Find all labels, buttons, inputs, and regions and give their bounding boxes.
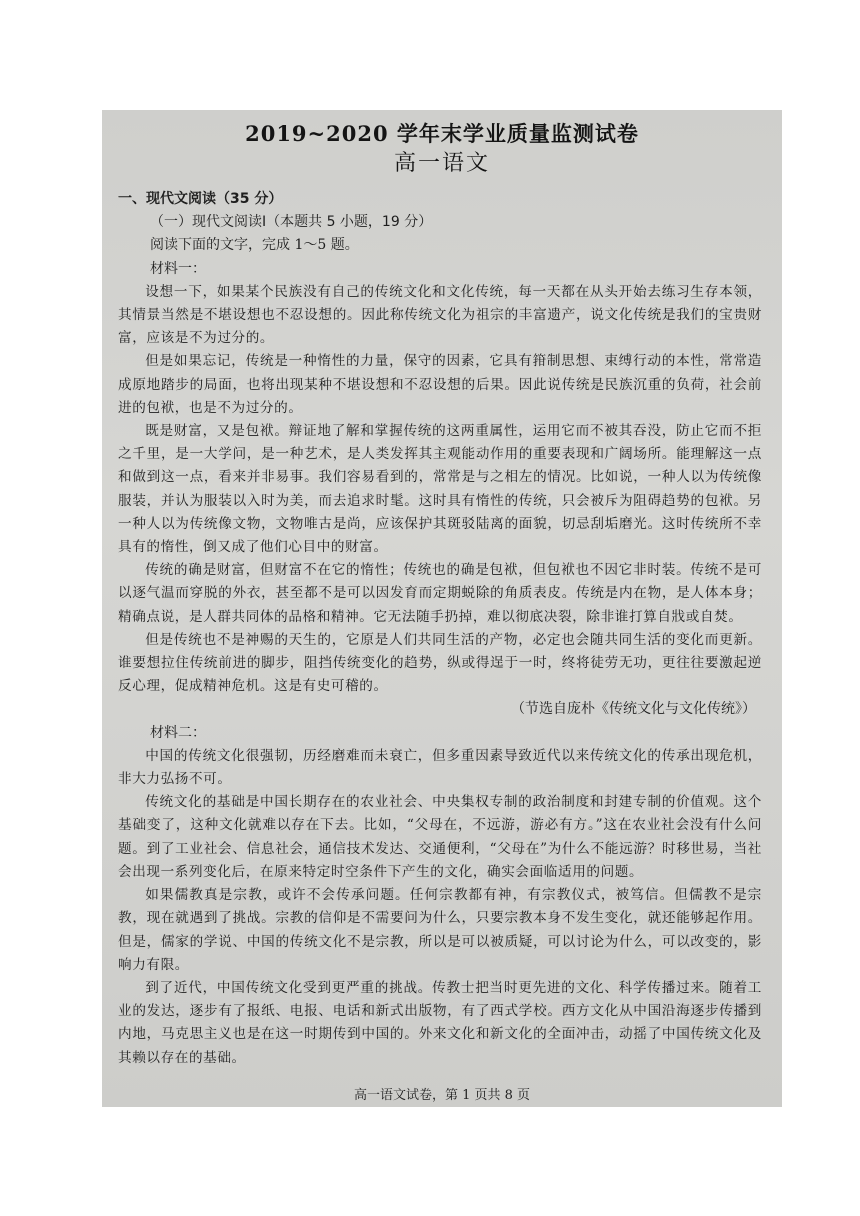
material1-paragraph: 设想一下，如果某个民族没有自己的传统文化和文化传统，每一天都在从头开始去练习生存本领，其情景当然是不堪设想也不忍设想的。因此称传统文化为祖宗的丰富遗产，说文化传统是我们的宝贵财富，应该是不为过分的。	[118, 283, 762, 347]
exam-content	[118, 188, 762, 1070]
exam-subject: 高一语文	[393, 151, 490, 176]
page-footer: 高一语文试卷，第 1 页共 8 页	[353, 1088, 531, 1103]
section-heading: 一、现代文阅读（35 分）	[118, 191, 283, 207]
material1-paragraph: 但是传统也不是神赐的天生的，它原是人们共同生活的产物，必定也会随共同生活的变化而更新。谁要想拉住传统前进的脚步，阻挡传统变化的趋势，纵或得逞于一时，终将徒劳无功，更往往要激起逆反心理，促成精神危机。这是有史可稽的。	[118, 631, 762, 695]
material2-paragraph: 到了近代，中国传统文化受到更严重的挑战。传教士把当时更先进的文化、科学传播过来。随着工业的发达，逐步有了报纸、电报、电话和新式出版物，有了西式学校。西方文化从中国沿海逐步传播到内地，马克思主义也是在这一时期传到中国的。外来文化和新文化的全面冲击，动摇了中国传统文化及其赖以存在的基础。	[118, 979, 762, 1066]
material1-paragraph: 既是财富，又是包袱。辩证地了解和掌握传统的这两重属性，运用它而不被其吞没，防止它而不拒之千里，是一大学问，是一种艺术，是人类发挥其主观能动作用的重要表现和广阔场所。能理解这一点和做到这一点，看来并非易事。我们容易看到的，常常是与之相左的情况。比如说，一种人以为传统像服装，并认为服装以入时为美，而去追求时髦。这时具有惰性的传统，只会被斥为阻碍趋势的包袱。另一种人以为传统像文物，文物唯古是尚，应该保护其斑驳陆离的面貌，切忌刮垢磨光。这时传统所不幸具有的惰性，倒又成了他们心目中的财富。	[118, 423, 762, 556]
material1-paragraph: 但是如果忘记，传统是一种惰性的力量，保守的因素，它具有箝制思想、束缚行动的本性，常常造成原地踏步的局面，也将出现某种不堪设想和不忍设想的后果。因此说传统是民族沉重的负荷，社会前进的包袱，也是不为过分的。	[118, 353, 762, 416]
material1-paragraph: 传统的确是财富，但财富不在它的惰性；传统也的确是包袱，但包袱也不因它非时装。传统不是可以逐气温而穿脱的外衣，甚至都不是可以因发育而定期蜕除的角质表皮。传统是内在物，是人体本身；精确点说，是人群共同体的品格和精神。它无法随手扔掉，难以彻底决裂，除非谁打算自戕或自焚。	[118, 562, 762, 625]
exam-page	[102, 110, 782, 1107]
material1-source: （节选自庞朴《传统文化与文化传统》）	[511, 701, 756, 718]
section-subheading: （一）现代文阅读Ⅰ（本题共 5 小题，19 分）	[150, 214, 433, 231]
material1-label: 材料一：	[150, 260, 206, 277]
material2-label: 材料二：	[150, 724, 206, 741]
material2-paragraph: 如果儒教真是宗教，或许不会传承问题。任何宗教都有神，有宗教仪式，被笃信。但儒教不是宗教，现在就遇到了挑战。宗教的信仰是不需要问为什么，只要宗教本身不发生变化，就还能够起作用。但是，儒家的学说、中国的传统文化不是宗教，所以是可以被质疑，可以讨论为什么，可以改变的，影响力有限。	[118, 887, 762, 973]
material2-paragraph: 传统文化的基础是中国长期存在的农业社会、中央集权专制的政治制度和封建专制的价值观。这个基础变了，这种文化就难以存在下去。比如，“父母在，不远游，游必有方。”这在农业社会没有什么问题。到了工业社会、信息社会，通信技术发达、交通便利，“父母在”为什么不能远游？时移世易，当社会出现一系列变化后，在原来特定时空条件下产生的文化，确实会面临适用的问题。	[118, 794, 762, 880]
reading-instruction: 阅读下面的文字，完成 1～5 题。	[150, 237, 359, 254]
exam-title: 2019~2020 学年末学业质量监测试卷	[245, 121, 639, 146]
material2-paragraph: 中国的传统文化很强韧，历经磨难而未衰亡，但多重因素导致近代以来传统文化的传承出现危机，非大力弘扬不可。	[118, 747, 762, 788]
